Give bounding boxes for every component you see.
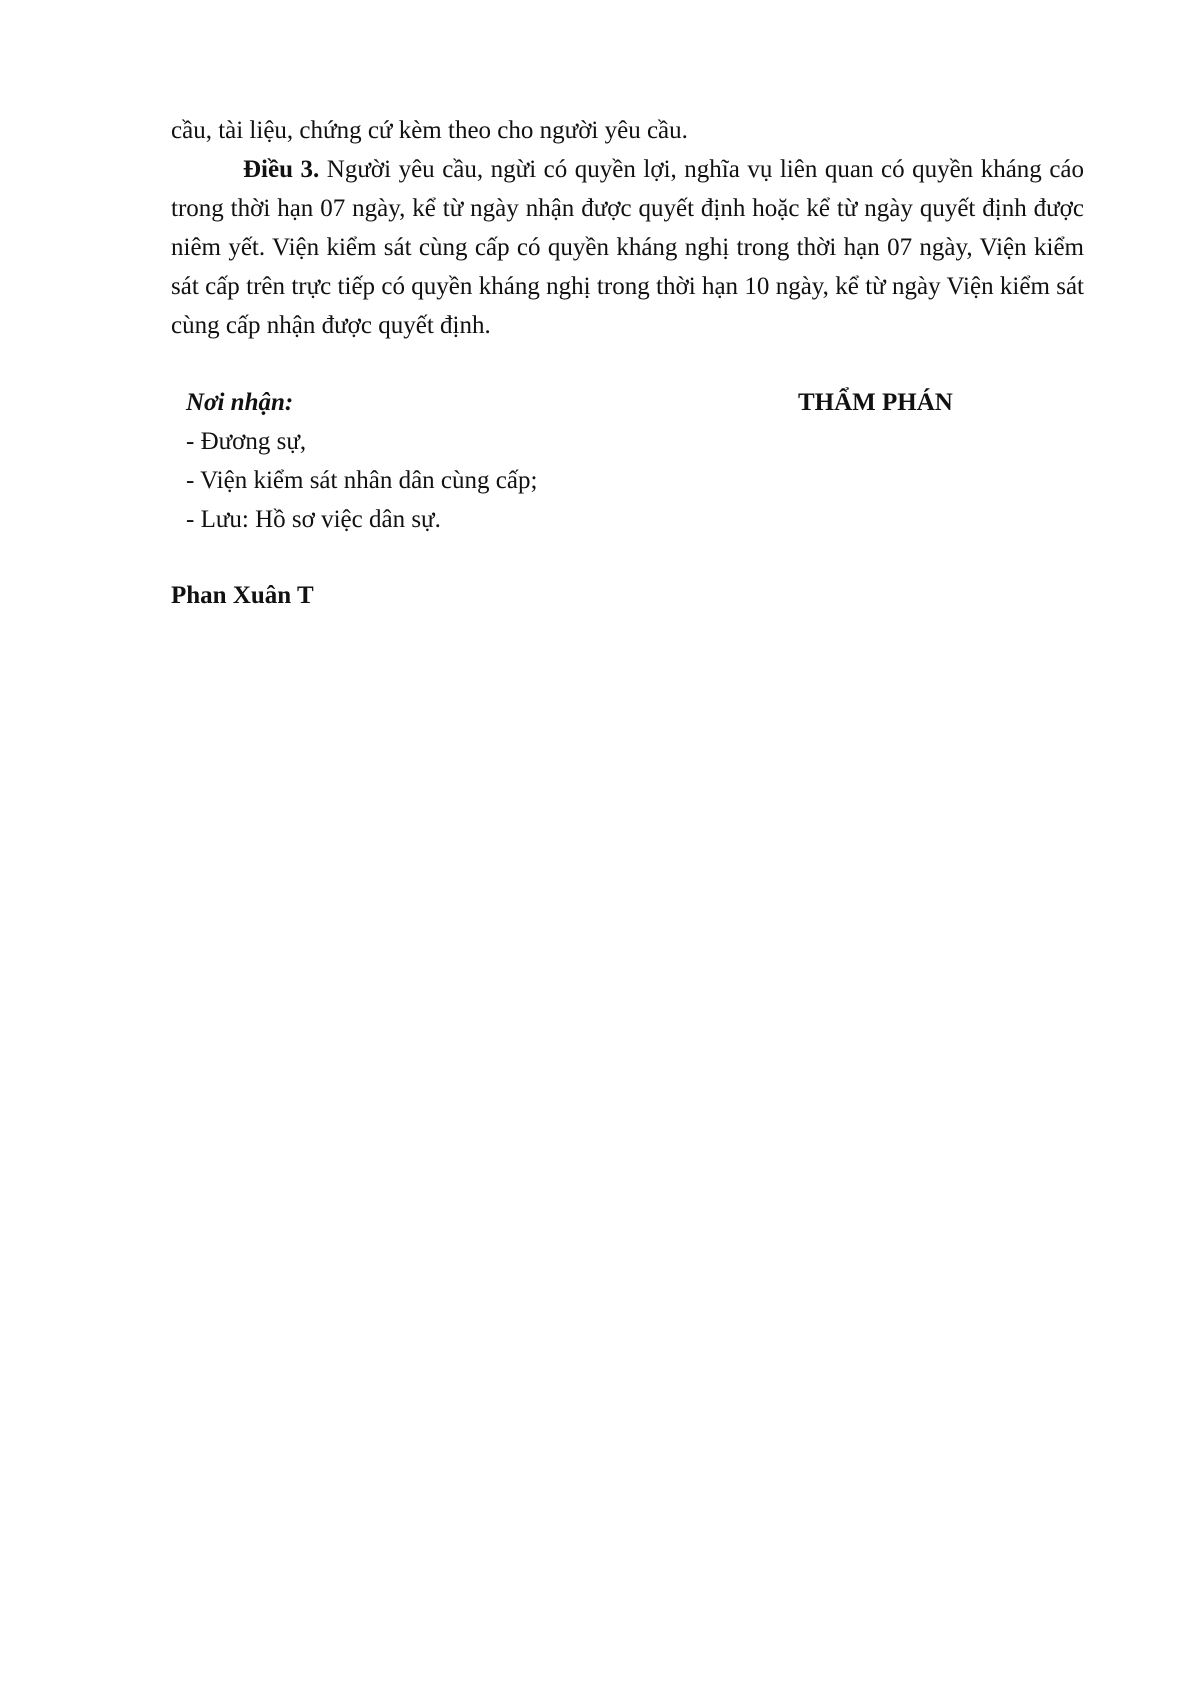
recipient-item: - Viện kiểm sát nhân dân cùng cấp;	[186, 467, 538, 494]
signature-title: THẨM PHÁN	[798, 389, 953, 416]
recipient-item: - Đương sự,	[186, 428, 307, 455]
signer-name: Phan Xuân T	[171, 582, 314, 609]
article-3-paragraph	[171, 150, 1084, 345]
continuation-paragraph: cầu, tài liệu, chứng cứ kèm theo cho người yêu cầu.	[171, 117, 688, 144]
article-3-text: Người yêu cầu, ngừi có quyền lợi, nghĩa vụ liên quan có quyền kháng cáo trong thời hạn 07 ngày, kể từ ngày nhận được quyết định hoặc kể từ ngày quyết định được niêm yết. Viện kiểm sát cùng cấp có quyền kháng nghị trong thời hạn 07 ngày, Viện kiểm sát cấp trên trực tiếp có quyền kháng nghị trong thời hạn 10 ngày, kể từ ngày Viện kiểm sát cùng cấp nhận được quyết định.	[171, 156, 1085, 339]
article-3-label: Điều 3.	[243, 156, 320, 183]
recipient-item: - Lưu: Hồ sơ việc dân sự.	[186, 506, 441, 533]
recipients-heading: Nơi nhận:	[186, 389, 294, 416]
document-body	[171, 111, 1084, 345]
recipients-block	[186, 383, 537, 539]
